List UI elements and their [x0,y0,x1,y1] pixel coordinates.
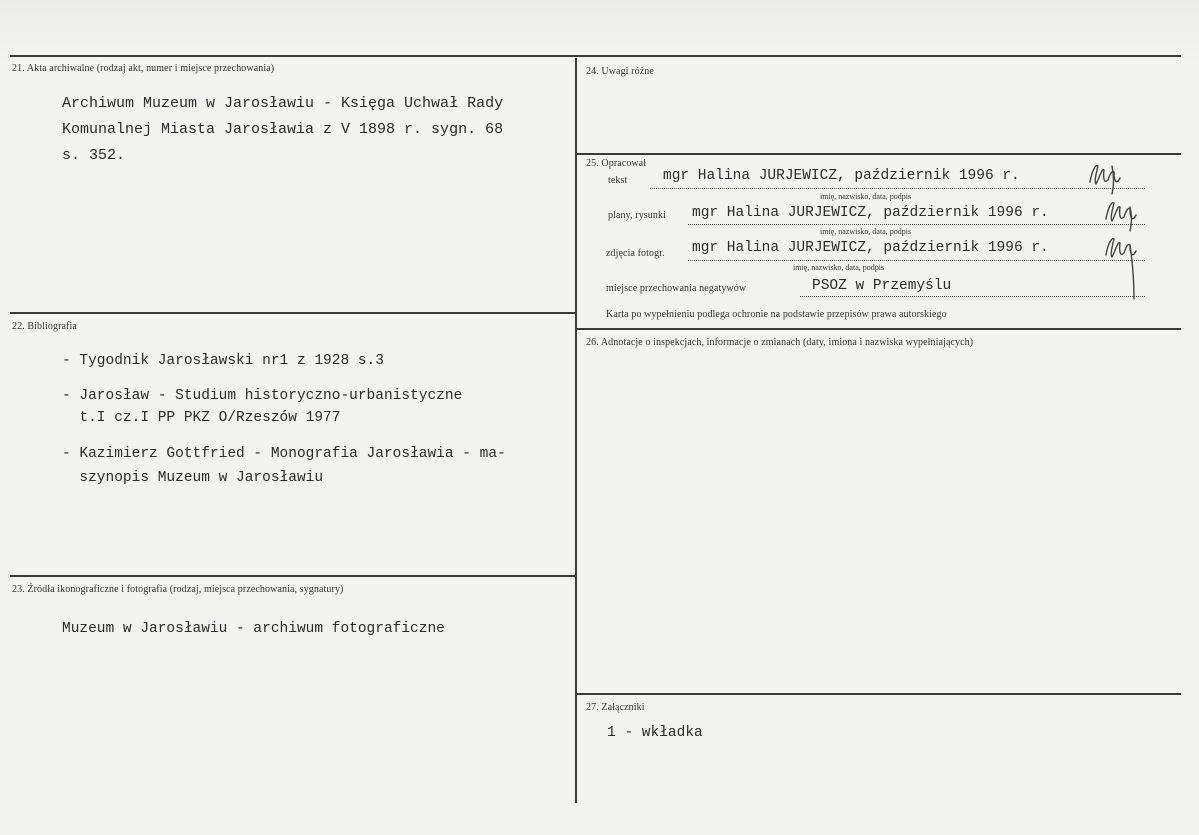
signature-mark [1084,156,1124,196]
negatives-label: miejsce przechowania negatywów [606,283,747,294]
bibliography-item-3: - Kazimierz Gottfried - Monografia Jarosławia - ma- [62,446,506,462]
top-rule [10,55,1181,57]
section-22-label: 22. Bibliografia [12,321,77,332]
section-25-label: 25. Opracował [586,158,647,169]
author-text-underline [650,188,1145,189]
author-drawings-caption: imię, nazwisko, data, podpis [820,227,912,236]
bibliography-item-3-cont: szynopis Muzeum w Jarosławiu [62,470,324,486]
author-drawings-underline [688,224,1145,225]
author-photos-label: zdjęcia fotogr. [606,248,665,259]
column-divider [575,58,577,803]
negatives-underline [800,296,1145,297]
bibliography-item-2-cont: t.I cz.I PP PKZ O/Rzeszów 1977 [62,410,341,426]
section-24-label: 24. Uwagi różne [586,66,654,77]
section-27-label: 27. Załączniki [586,702,645,713]
divider-24-25 [576,153,1181,155]
bibliography-item-1: - Tygodnik Jarosławski nr1 z 1928 s.3 [62,353,384,369]
author-text-caption: imię, nazwisko, data, podpis [820,192,912,201]
author-photos-value: mgr Halina JURJEWICZ, październik 1996 r. [692,240,1049,256]
section-23-label: 23. Źródła ikonograficzne i fotografia (rodzaj, miejsca przechowania, sygnatury) [12,584,344,595]
bibliography-item-2: - Jarosław - Studium historyczno-urbanistyczne [62,388,463,404]
signature-mark [1100,229,1148,301]
signature-mark [1100,193,1142,233]
author-photos-underline [688,260,1145,261]
section-23-text: Muzeum w Jarosławiu - archiwum fotograficzne [62,621,445,637]
negatives-value: PSOZ w Przemyślu [812,278,952,294]
section-21-label: 21. Akta archiwalne (rodzaj akt, numer i miejsce przechowania) [12,63,275,74]
author-drawings-label: plany, rysunki [608,210,666,221]
section-21-line-1: Archiwum Muzeum w Jarosławiu - Księga Uchwał Rady [62,95,504,112]
section-27-text: 1 - wkładka [607,725,703,741]
author-drawings-value: mgr Halina JURJEWICZ, październik 1996 r. [692,205,1049,221]
divider-22-23 [10,575,576,577]
author-text-value: mgr Halina JURJEWICZ, październik 1996 r. [663,168,1020,184]
author-text-label: tekst [608,175,628,186]
section-21-line-2: Komunalnej Miasta Jarosławia z V 1898 r. sygn. 68 [62,121,504,138]
section-26-label: 26. Adnotacje o inspekcjach, informacje o zmianach (daty, imiona i nazwiska wypełniających) [586,337,974,348]
divider-21-22 [10,312,576,314]
author-photos-caption: imię, nazwisko, data, podpis [793,263,885,272]
divider-26-27 [576,693,1181,695]
section-21-line-3: s. 352. [62,147,126,164]
copyright-note: Karta po wypełnieniu podlega ochronie na podstawie przepisów prawa autorskiego [606,309,947,320]
divider-25-26 [576,328,1181,330]
